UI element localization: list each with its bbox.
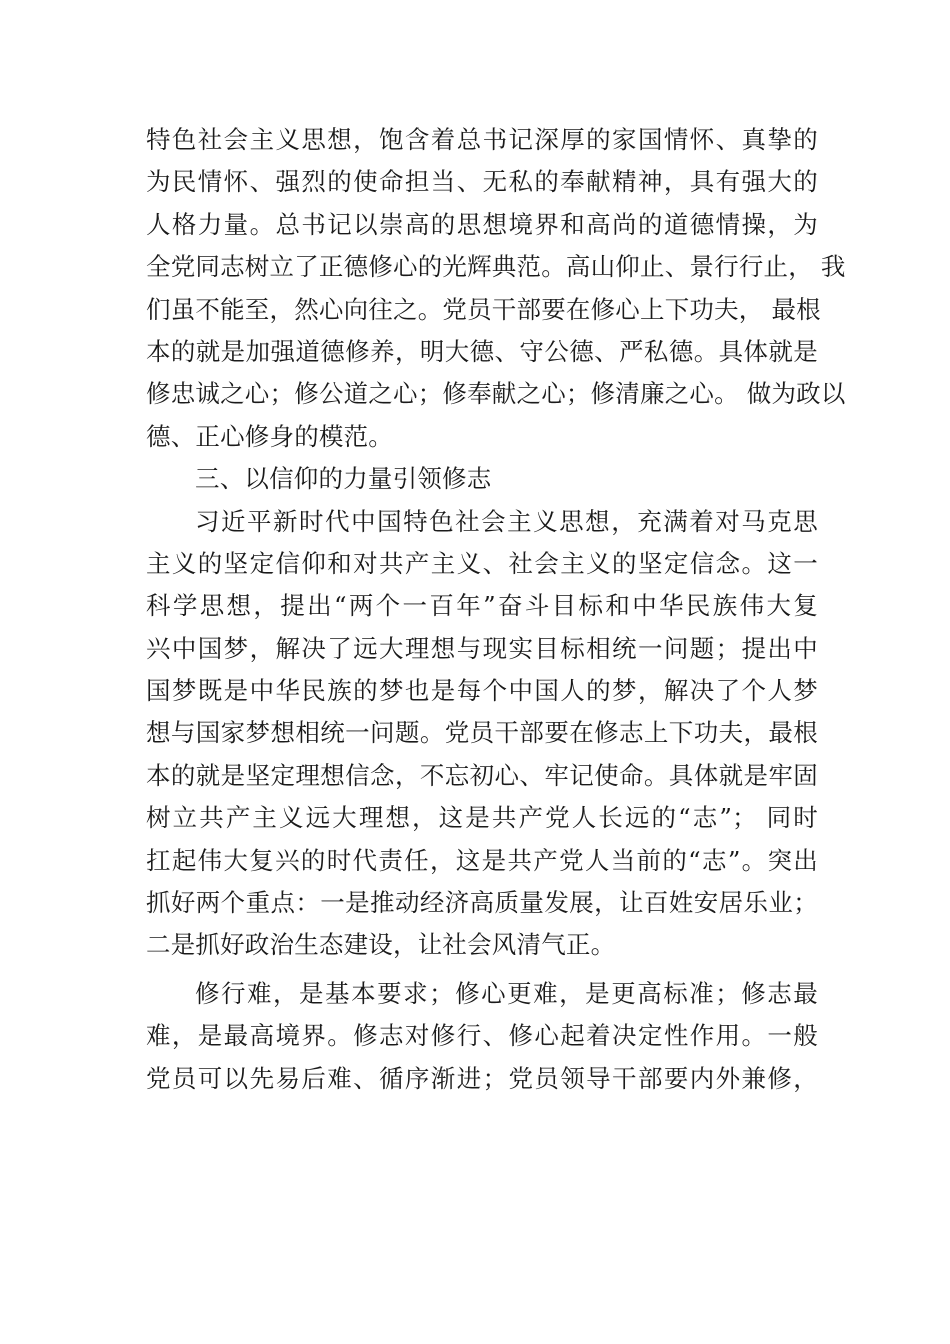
text-line: 党员可以先易后难、循序渐进；党员领导干部要内外兼修， <box>146 1063 818 1093</box>
text-line: 树立共产主义远大理想，这是共产党人长远的“志”； 同时 <box>146 803 818 833</box>
text-line: 特色社会主义思想，饱含着总书记深厚的家国情怀、真挚的 <box>146 125 818 154</box>
paragraph-2 <box>146 501 818 967</box>
text-line: 修忠诚之心；修公道之心；修奉献之心；修清廉之心。 做为政以 <box>146 379 846 409</box>
text-line: 为民情怀、强烈的使命担当、无私的奉献精神，具有强大的 <box>146 167 818 197</box>
text-line: 人格力量。总书记以崇高的思想境界和高尚的道德情操，为 <box>146 209 818 239</box>
text-line: 国梦既是中华民族的梦也是每个中国人的梦，解决了个人梦 <box>146 676 818 706</box>
text-line: 科学思想，提出“两个一百年”奋斗目标和中华民族伟大复 <box>146 591 818 621</box>
text-line: 习近平新时代中国特色社会主义思想，充满着对马克思 <box>195 506 818 536</box>
text-line: 全党同志树立了正德修心的光辉典范。高山仰止、景行行止， 我 <box>146 252 846 282</box>
text-line: 扛起伟大复兴的时代责任，这是共产党人当前的“志”。突出 <box>146 845 818 875</box>
text-line: 主义的坚定信仰和对共产主义、社会主义的坚定信念。这一 <box>146 548 818 578</box>
text-line: 兴中国梦，解决了远大理想与现实目标相统一问题；提出中 <box>146 633 818 663</box>
text-line: 想与国家梦想相统一问题。党员干部要在修志上下功夫，最根 <box>146 718 818 748</box>
text-line: 们虽不能至，然心向往之。党员干部要在修心上下功夫， 最根 <box>146 294 821 324</box>
text-line: 本的就是坚定理想信念，不忘初心、牢记使命。具体就是牢固 <box>146 760 818 790</box>
text-line: 德、正心修身的模范。 <box>146 421 393 451</box>
text-line: 二是抓好政治生态建设，让社会风清气正。 <box>146 930 616 960</box>
text-line: 本的就是加强道德修养，明大德、守公德、严私德。具体就是 <box>146 336 818 366</box>
text-line: 修行难，是基本要求；修心更难，是更高标准；修志最 <box>195 978 818 1008</box>
text-line: 难，是最高境界。修志对修行、修心起着决定性作用。一般 <box>146 1021 818 1051</box>
paragraph-3 <box>146 973 818 1100</box>
document-page <box>146 119 846 1100</box>
text-line: 抓好两个重点：一是推动经济高质量发展，让百姓安居乐业； <box>146 888 818 918</box>
section-heading: 三、以信仰的力量引领修志 <box>195 464 492 494</box>
paragraph-1 <box>146 119 846 458</box>
